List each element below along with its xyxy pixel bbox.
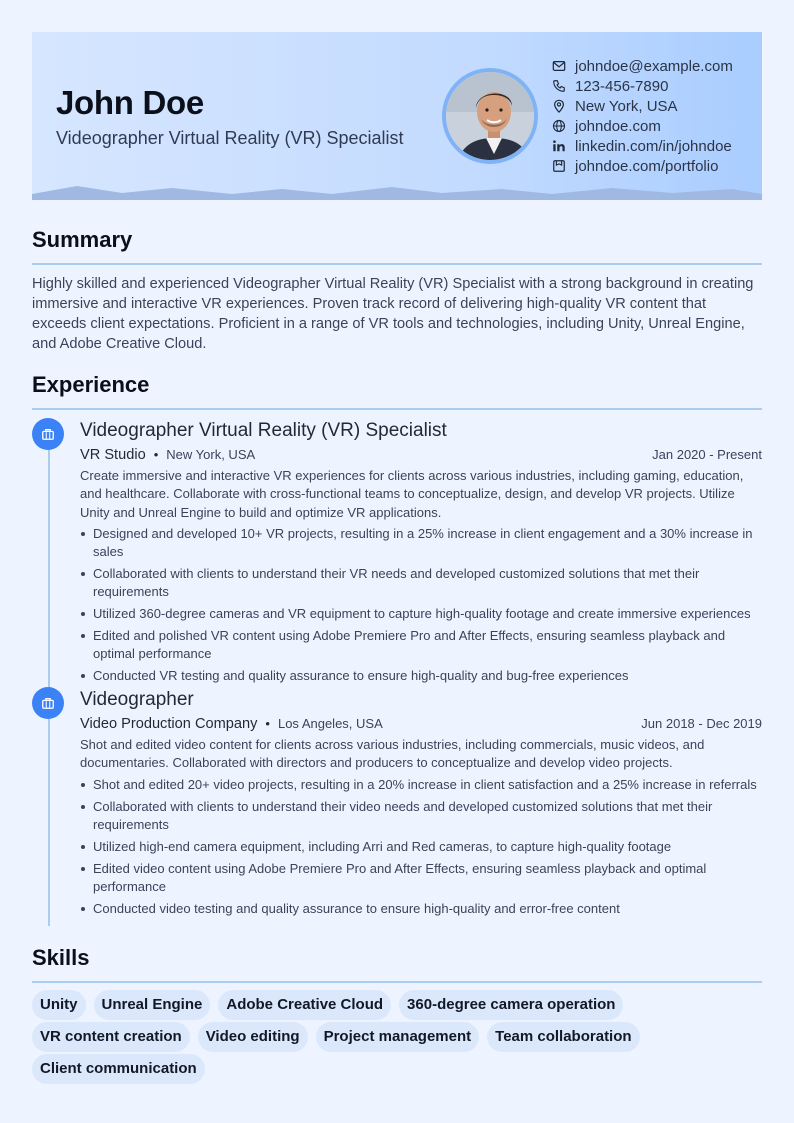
skill-tag: 360-degree camera operation <box>399 990 623 1020</box>
achievement-item: Edited video content using Adobe Premiere Pro and After Effects, ensuring seamless playback and optimal performance <box>80 860 762 896</box>
achievement-item: Shot and edited 20+ video projects, resulting in a 20% increase in client satisfaction and a 25% increase in referrals <box>80 776 762 794</box>
briefcase-icon <box>32 418 64 450</box>
contact-location <box>552 96 733 116</box>
job-location: New York, USA <box>166 447 256 462</box>
job-title: Videographer Virtual Reality (VR) Specialist <box>80 420 447 441</box>
contact-phone-text: 123-456-7890 <box>575 77 669 95</box>
experience-divider <box>32 408 762 410</box>
job-achievements <box>80 776 762 918</box>
job-title: Videographer <box>80 689 194 710</box>
resume-header <box>32 32 762 200</box>
candidate-name: John Doe <box>56 84 204 121</box>
avatar <box>442 68 538 164</box>
skill-tag: Adobe Creative Cloud <box>218 990 391 1020</box>
achievement-item: Conducted video testing and quality assurance to ensure high-quality and error-free content <box>80 900 762 918</box>
skill-tag: Unity <box>32 990 86 1020</box>
achievement-item: Collaborated with clients to understand their video needs and developed customized solutions that met their requirements <box>80 798 762 834</box>
job-meta: Video Production Company • Los Angeles, USA Jun 2018 - Dec 2019 <box>80 713 762 735</box>
job-entry <box>80 687 762 922</box>
skill-tag: Team collaboration <box>487 1022 639 1052</box>
portfolio-icon <box>552 159 566 173</box>
skills-list <box>32 990 772 1086</box>
contact-email[interactable] <box>552 56 733 76</box>
experience-heading: Experience <box>32 372 150 397</box>
summary-text: Highly skilled and experienced Videographer Virtual Reality (VR) Specialist with a strong background in creating immersive and interactive VR experiences. Proven track record of delivering high-quality VR content that exceeds client expectations. Proficient in a range of VR tools and technologies, including Unity, Unreal Engine, and Adobe Creative Cloud. <box>32 276 754 352</box>
phone-icon <box>552 79 566 93</box>
skill-tag: Video editing <box>198 1022 308 1052</box>
skill-tag: Client communication <box>32 1054 205 1084</box>
experience-timeline <box>48 434 50 926</box>
job-description: Create immersive and interactive VR experiences for clients across various industries, including gaming, education, and healthcare. Collaborate with cross-functional teams to conceptualize, design, and develop VR projects. Utilize Unity and Unreal Engine to build and optimize VR applications. <box>80 468 744 520</box>
achievement-item: Designed and developed 10+ VR projects, resulting in a 25% increase in client engagement and a 30% increase in sales <box>80 525 762 561</box>
summary-divider <box>32 263 762 265</box>
contact-email-text: johndoe@example.com <box>575 57 733 75</box>
contact-linkedin[interactable] <box>552 136 733 156</box>
job-dates: Jan 2020 - Present <box>652 447 762 462</box>
skill-tag: Unreal Engine <box>94 990 211 1020</box>
job-meta: VR Studio • New York, USA Jan 2020 - Present <box>80 444 762 466</box>
mail-icon <box>552 59 566 73</box>
skill-tag: Project management <box>316 1022 480 1052</box>
skills-divider <box>32 981 762 983</box>
candidate-headline: Videographer Virtual Reality (VR) Specialist <box>56 128 404 148</box>
job-achievements <box>80 525 762 685</box>
skills-heading: Skills <box>32 945 90 970</box>
contact-phone[interactable] <box>552 76 733 96</box>
achievement-item: Conducted VR testing and quality assurance to ensure high-quality and bug-free experiences <box>80 667 762 685</box>
job-entry <box>80 418 762 689</box>
briefcase-icon <box>32 687 64 719</box>
job-location: Los Angeles, USA <box>277 716 383 731</box>
contact-portfolio[interactable] <box>552 156 733 176</box>
job-dates: Jun 2018 - Dec 2019 <box>641 716 762 731</box>
achievement-item: Edited and polished VR content using Adobe Premiere Pro and After Effects, ensuring seamless playback and optimal performance <box>80 627 762 663</box>
skill-tag: VR content creation <box>32 1022 190 1052</box>
summary-heading: Summary <box>32 227 133 252</box>
job-company: Video Production Company <box>80 716 258 732</box>
contact-list <box>552 56 733 176</box>
job-company: VR Studio <box>80 447 146 463</box>
header-wave-decoration <box>32 184 762 200</box>
job-description: Shot and edited video content for clients across various industries, including commercials, music videos, and documentaries. Collaborated with directors and producers to conceptualize and develop video projects. <box>80 737 705 771</box>
contact-website-text: johndoe.com <box>575 117 661 135</box>
contact-linkedin-text: linkedin.com/in/johndoe <box>575 137 732 155</box>
linkedin-icon <box>552 139 566 153</box>
contact-location-text: New York, USA <box>575 97 678 115</box>
achievement-item: Utilized 360-degree cameras and VR equipment to capture high-quality footage and create immersive experiences <box>80 605 762 623</box>
achievement-item: Collaborated with clients to understand their VR needs and developed customized solutions that met their requirements <box>80 565 762 601</box>
achievement-item: Utilized high-end camera equipment, including Arri and Red cameras, to capture high-quality footage <box>80 838 762 856</box>
contact-website[interactable] <box>552 116 733 136</box>
location-pin-icon <box>552 99 566 113</box>
globe-icon <box>552 119 566 133</box>
contact-portfolio-text: johndoe.com/portfolio <box>575 157 719 175</box>
